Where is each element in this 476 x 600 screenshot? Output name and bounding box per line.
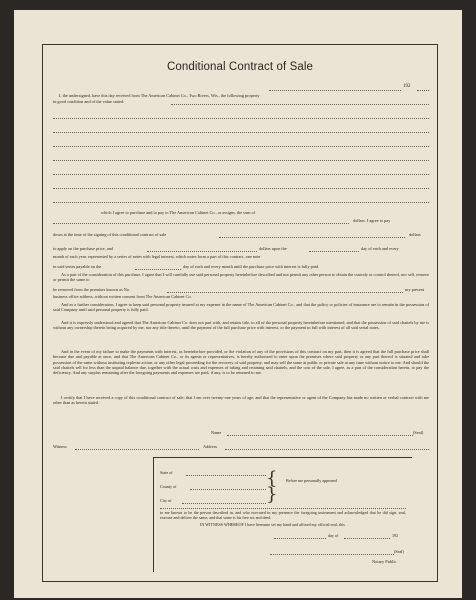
premises-text-2: my present [405,287,424,292]
name-seal-label: (Seal) [413,430,424,435]
notary-month-line[interactable] [344,538,390,539]
apply-day-text: day of each and every [361,246,399,251]
property-line-3[interactable] [53,146,429,147]
custody-paragraph: As a part of the consideration of this purchase, I agree that I will carefully use said personal property hereinbefore described and not permit any other person to obtain the custody or control thereof, nor sell, remove or permit the same to [53,272,429,283]
notary-public-label: Notary Public [372,559,397,564]
series-text-2: day of each and every month until the purchase price with interest is fully paid. [183,264,320,269]
contract-sheet [14,10,462,598]
installment-day-line[interactable] [309,251,359,252]
agree-dollars-text: dollars. I agree to pay [353,218,391,223]
notary-brace-bottom: } [266,484,278,505]
address-label: Address [203,444,218,449]
property-line-6[interactable] [53,188,429,189]
notary-appeared-text: Before me personally appeared [286,478,338,483]
notary-state-label: State of [160,470,173,475]
property-line-7[interactable] [53,202,429,203]
title-retention-paragraph: And it is expressly understood and agreed that The American Cabinet Co. does not part with, and retains title, to all of the personal property hereinbefore mentioned, and that the possession of said chattels by me is without any ownership therein being acquired by me, nor any title thereto, until the payment of the full purchase price with interest, or the payment in full with interest of all said serial notes. [53,320,429,331]
property-line-2[interactable] [53,132,429,133]
intro-line-1: I, the undersigned, have this day received from The American Cabinet Co., Two Rivers, Wis., the following property [59,93,260,98]
down-dollars-text: dollars [409,232,421,237]
date-year-line[interactable] [417,90,429,91]
premises-line[interactable] [167,292,403,293]
premises-text: be removed from the premises known as No. [53,287,131,292]
apply-upon-text: dollars upon the [259,246,287,251]
notary-county-label: County of [160,484,177,489]
agree-text: which I agree to purchase and to pay to The American Cabinet Co., or assigns, the sum of [101,210,256,215]
witness-signature-line[interactable] [75,449,199,450]
name-label: Name [211,430,222,435]
notary-seal-label: (Seal) [394,549,404,554]
notary-city-line[interactable] [182,503,266,504]
property-line-5[interactable] [53,174,429,175]
notary-block [153,457,412,572]
notary-signature-line[interactable] [270,554,394,555]
notary-county-line[interactable] [190,489,266,490]
property-line-0[interactable] [171,104,429,105]
date-year-prefix: 192 [403,84,411,89]
installment-amount-line[interactable] [147,251,257,252]
contract-frame [42,44,438,582]
certification-paragraph: I certify that I have received a copy of this conditional contract of sale; that I am over twenty-one years of age, and that the representative or agent of the Company has made no written or verbal contract with me other than as herein stated. [53,395,429,406]
series-text: in said series payable on the [53,264,102,269]
insurance-paragraph: And as a further consideration, I agree to keep said personal property insured at my expense in the name of The American Cabinet Co., and that the policy or policies of insurance are to remain in the possession of said Company until said personal property is fully paid. [53,302,429,313]
address-line[interactable] [225,449,429,450]
series-day-line[interactable] [135,269,181,270]
notary-day-line[interactable] [274,538,326,539]
notary-city-label: City of [160,498,172,503]
intro-line-2: in good condition and of the value stated: [53,99,125,104]
month-text: month of each year, represented by a series of notes with legal interest, which notes form a part of this contract, one note [53,254,261,259]
down-text: down at the time of the signing of this conditional contract of sale [53,232,167,237]
property-line-4[interactable] [53,160,429,161]
apply-text: to apply on the purchase price, and [53,246,114,251]
name-signature-line[interactable] [227,435,413,436]
notary-year-prefix: 192 [392,533,399,538]
notary-known-text: to me known to be the person described in, and who executed in my presence the foregoing instrument and acknowledged that he did sign, seal, execute and deliver the same, and that same is his free act and deed. [160,510,406,520]
property-line-1[interactable] [53,118,429,119]
business-text: business office address, without written consent from The American Cabinet Co. [53,294,192,299]
notary-brace-top: { [266,468,278,489]
default-paragraph: And in the event of my failure to make the payments with interest, as hereinbefore provided, or the violation of any of the provisions of this contract on my part, then it is agreed that the full purchase price shall become due and payable at once, and that The American Cabinet Co., or its agents or representatives, is hereby authorized to enter upon the premises where said property or any part thereof is situated and take possession of the same without instituting replevin action, or any other legal proceeding for the recovery of said property, and may sell the same at public or private sale at any time without notice to me. And should the said chattels sell for less than the unpaid balance due, together with the actual costs and expenses of taking and retaining said chattels, and the cost of the sale, I agree, as a part of the consideration herein, to pay the deficiency. And any surplus remaining after the foregoing payments and expenses are paid, if any, is to be returned to me. [53,349,429,376]
notary-witness-text: IN WITNESS WHEREOF I have hereunto set my hand and affixed my official seal, this [200,522,345,527]
notary-state-line[interactable] [186,475,266,476]
notary-day-of-label: day of [328,533,339,538]
down-payment-line[interactable] [219,237,405,238]
date-line[interactable] [269,90,401,91]
sum-line[interactable] [53,223,349,224]
witness-label: Witness [53,444,67,449]
page-title: Conditional Contract of Sale [167,61,313,73]
notary-person-line[interactable] [160,508,406,509]
